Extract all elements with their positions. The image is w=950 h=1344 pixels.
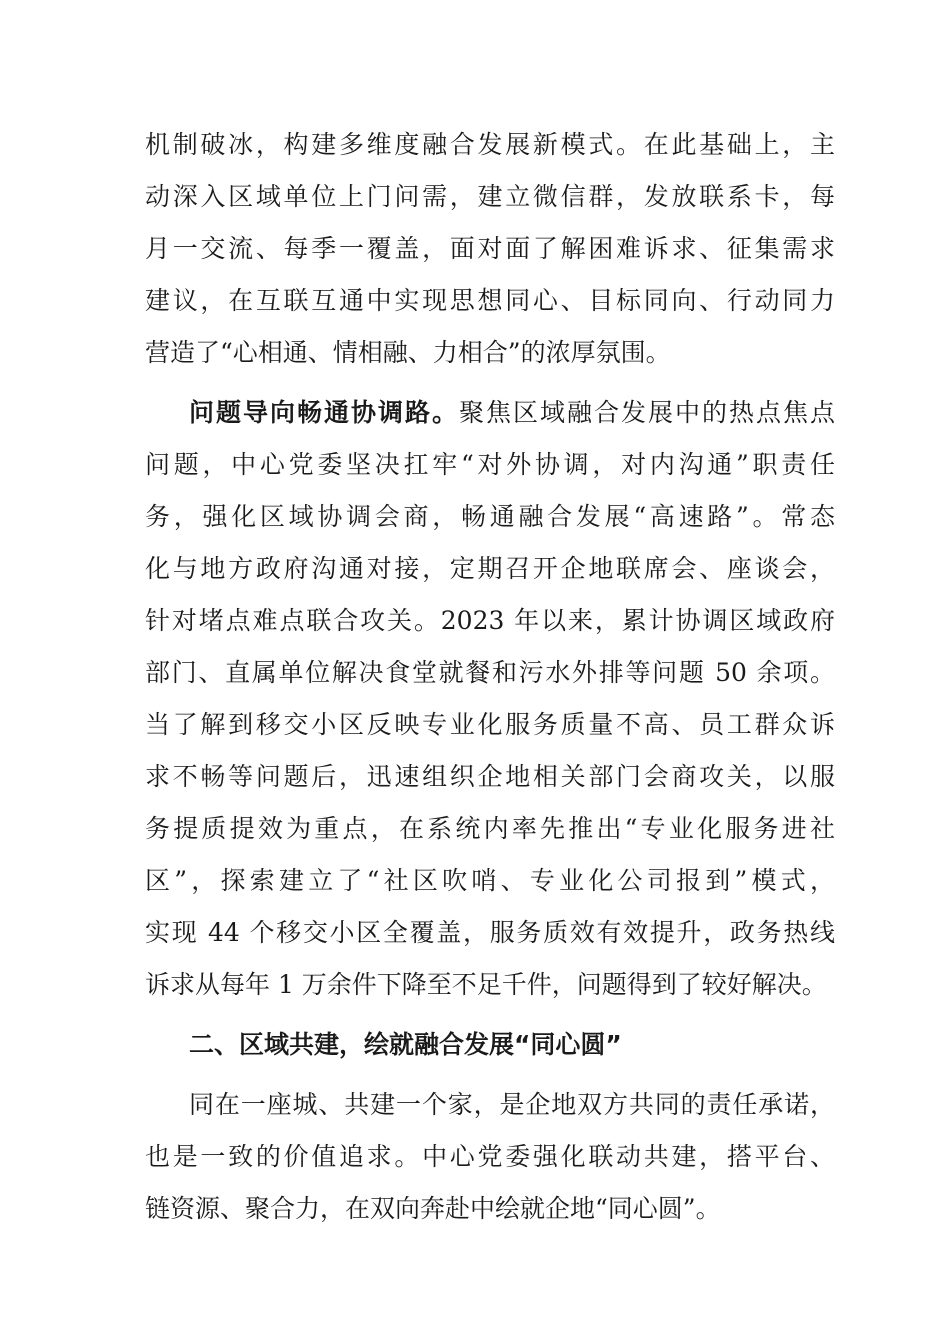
text-line: 建议，在互联互通中实现思想同心、目标同向、行动同力 [145,286,835,315]
text-line: 动深入区域单位上门问需，建立微信群，发放联系卡，每 [145,182,835,211]
paragraph-mechanism [145,119,835,379]
text-line: 实现 44 个移交小区全覆盖，服务质效有效提升，政务热线 [145,918,835,947]
paragraph-gap [145,1011,835,1019]
paragraph-lead-title: 问题导向畅通协调路。 [189,398,459,427]
paragraph-lead-rest: 聚焦区域融合发展中的热点焦点 [459,398,835,427]
text-line-first: 同在一座城、共建一个家，是企地双方共同的责任承诺， [189,1090,835,1119]
paragraph-gap [145,379,835,387]
text-line: 部门、直属单位解决食堂就餐和污水外排等问题 50 余项。 [145,658,835,687]
document-body [145,119,835,1235]
text-line-first [145,387,835,439]
text-line: 诉求从每年 1 万余件下降至不足千件，问题得到了较好解决。 [145,970,827,999]
text-line: 月一交流、每季一覆盖，面对面了解困难诉求、征集需求 [145,234,835,263]
text-line: 区”，探索建立了“社区吹哨、专业化公司报到”模式， [145,866,835,895]
section-heading: 二、区域共建，绘就融合发展“同心圆” [189,1030,622,1059]
text-line: 务提质提效为重点，在系统内率先推出“专业化服务进社 [145,814,835,843]
text-line: 也是一致的价值追求。中心党委强化联动共建，搭平台、 [145,1142,835,1171]
text-line: 求不畅等问题后，迅速组织企地相关部门会商攻关，以服 [145,762,835,791]
text-line: 问题，中心党委坚决扛牢“对外协调，对内沟通”职责任 [145,450,835,479]
text-line: 营造了“心相通、情相融、力相合”的浓厚氛围。 [145,338,671,367]
text-line: 化与地方政府沟通对接，定期召开企地联席会、座谈会， [145,554,835,583]
text-line: 务，强化区域协调会商，畅通融合发展“高速路”。常态 [145,502,835,531]
text-line: 针对堵点难点联合攻关。2023 年以来，累计协调区域政府 [145,606,835,635]
text-line: 链资源、聚合力，在双向奔赴中绘就企地“同心圆”。 [145,1194,721,1223]
text-line: 机制破冰，构建多维度融合发展新模式。在此基础上，主 [145,130,835,159]
text-line: 当了解到移交小区反映专业化服务质量不高、员工群众诉 [145,710,835,739]
paragraph-co-construction [145,1079,835,1235]
paragraph-gap [145,1071,835,1079]
paragraph-problem-oriented [145,387,835,1011]
